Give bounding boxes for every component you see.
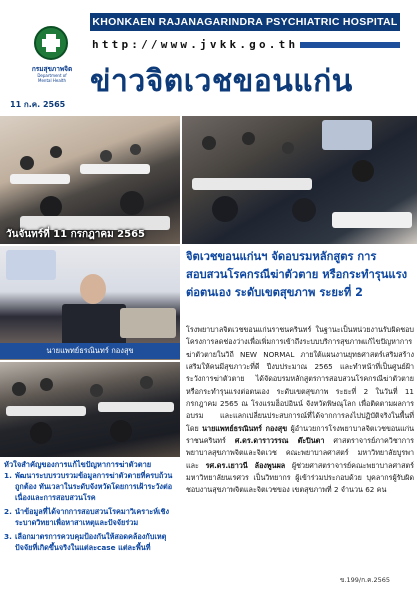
list-item: 2. นำข้อมูลที่ได้จากการสอบสวนโรคมาวิเคราะห์เชิงระบาดวิทยาเพื่อหาสาเหตุและปัจจัยร่วม	[4, 507, 170, 527]
newsletter-title: ข่าวจิตเวชขอนแก่น	[90, 64, 353, 99]
decorative-bar	[300, 42, 400, 48]
header	[0, 0, 417, 116]
photo-meeting-room	[0, 116, 180, 244]
speaker-caption: นายแพทย์ธรณินทร์ กองสุข	[0, 343, 180, 359]
article-headline: จิตเวชขอนแก่นฯ จัดอบรมหลักสูตร การสอบสวนโรคกรณีฆ่าตัวตาย หรือกระทำรุนแรงต่อตนเอง ระดับเขตสุขภาพ ระยะที่ 2	[186, 250, 408, 299]
photo-participants	[0, 362, 180, 457]
photo-date-caption: วันจันทร์ที่ 11 กรกฎาคม 2565	[6, 229, 145, 240]
dmh-logo	[28, 26, 74, 84]
logo-label: กรมสุขภาพจิต	[31, 65, 73, 73]
topics-list	[4, 470, 182, 556]
list-item: 1. พัฒนาระบบรวบรวมข้อมูลการฆ่าตัวตายที่ครบถ้วน ถูกต้อง ทันเวลาในระดับจังหวัดโดยการเฝ้าระวังต่อเนื่องและการสอบสวนโรค	[4, 471, 173, 502]
topics-title: หัวใจสำคัญของการแก้ไขปัญหาการฆ่าตัวตาย	[4, 460, 152, 469]
photo-workshop-tables	[182, 116, 417, 244]
article-body: โรงพยาบาลจิตเวชขอนแก่นราชนครินทร์ ในฐานะเป็นหน่วยงานรับผิดชอบโครงการลดช่องว่างเพื่อเพิ่มการเข้าถึงระบบบริการสุขภาพแก้ไขปัญหาการฆ่าตัวตายในวิถี NEW NORMAL ภายใต้แผนงานยุทธศาสตร์เสริมสร้างเสริมให้คนมีสุขภาวะที่ดี ปีงบประมาณ 2565 และทำหน้าที่เป็นศูนย์ฝ้าระวังการฆ่าตัวตาย ได้จัดอบรมหลักสูตรการสอบสวนโรคกรณีฆ่าตัวตายหรือกระทำรุนแรงต่อตนเอง ระดับเขตสุขภาพ ระยะที่ 2 ในวันที่ 11 กรกฎาคม 2565 ณ โรงแรมฮ็อปอินน์ จังหวัดพิษณุโลก เพื่อติดตามผลการอบรม และแลกเปลี่ยนประสบการณ์ที่ได้จากการลงไปปฏิบัติจริงในพื้นที่ โดย นายแพทย์ธรณินทร์ กองสุข ผู้อำนวยการโรงพยาบาลจิตเวชขอนแก่นราชนครินทร์ ศ.ดร.ดาราวรรณ ต๊ะปินตา ศาสตราจารย์ภาควิชาการพยาบาลสุขภาพจิตและจิตเวช คณะพยาบาลศาสตร์ มหาวิทยาลัยบูรพา และ รศ.ดร.เยาวนี ล้องพูนผล ผู้ช่วยศาสตราจารย์คณะพยาบาลศาสตร์ มหาวิทยาลัยนเรศวร เป็นวิทยากร ผู้เข้าร่วมประกอบด้วย บุคลากรผู้รับผิดชอบงานสุขภาพจิตและจิตเวชของ เขตสุขภาพที่ 2 จำนวน 62 คน	[186, 325, 414, 495]
website-url[interactable]: http://www.jvkk.go.th	[92, 38, 299, 51]
list-item: 3. เลือกมาตรการควบคุมป้องกันให้สอดคล้องกับเหตุปัจจัยที่เกิดขึ้นจริงในแต่ละcase แต่ละพื้นที่	[4, 532, 167, 552]
document-code: ข.199/ก.ค.2565	[340, 576, 391, 584]
logo-sub: Department of Mental Health	[37, 73, 67, 83]
hospital-name: KHONKAEN RAJANAGARINDRA PSYCHIATRIC HOSPITAL	[90, 13, 400, 31]
issue-date: 11 ก.ค. 2565	[10, 100, 66, 109]
